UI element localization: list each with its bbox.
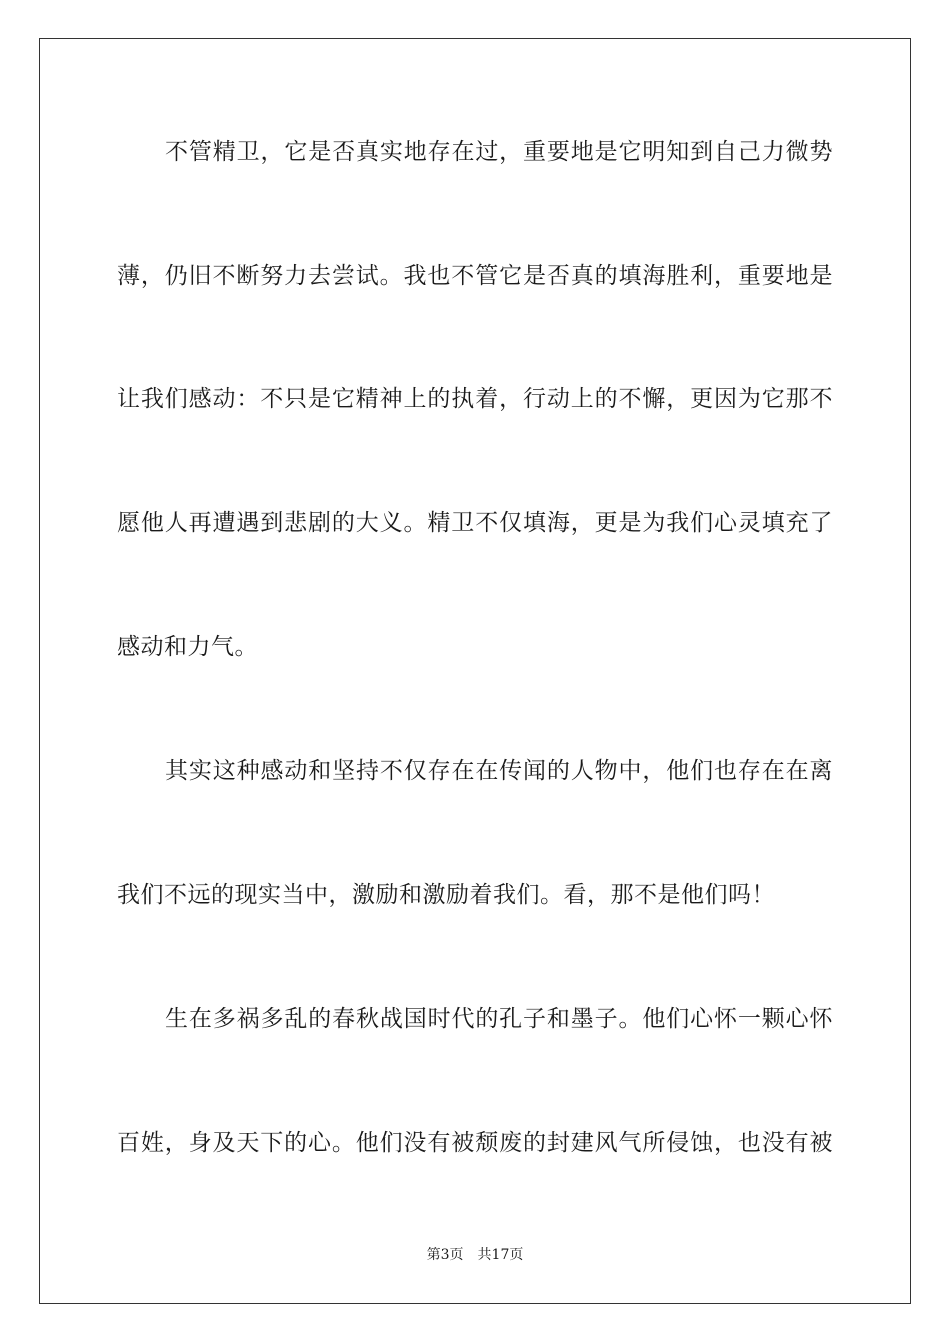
text-line: 愿他人再遭遇到悲剧的大义。精卫不仅填海，更是为我们心灵填充了 bbox=[117, 510, 833, 536]
text-line: 百姓，身及天下的心。他们没有被颓废的封建风气所侵蚀，也没有被 bbox=[117, 1130, 833, 1156]
text-line: 我们不远的现实当中，激励和激励着我们。看，那不是他们吗！ bbox=[117, 882, 775, 908]
text-line: 不管精卫，它是否真实地存在过，重要地是它明知到自己力微势 bbox=[165, 139, 833, 165]
page-total: 共17页 bbox=[477, 1247, 524, 1263]
text-line: 其实这种感动和坚持不仅存在在传闻的人物中，他们也存在在离 bbox=[165, 758, 833, 784]
page-number: 第3页 bbox=[426, 1247, 464, 1263]
text-line: 生在多祸多乱的春秋战国时代的孔子和墨子。他们心怀一颗心怀 bbox=[165, 1006, 833, 1032]
text-line: 薄，仍旧不断努力去尝试。我也不管它是否真的填海胜利，重要地是 bbox=[117, 263, 833, 289]
text-line: 感动和力气。 bbox=[117, 634, 258, 660]
page-frame bbox=[39, 38, 911, 1304]
page-footer bbox=[0, 1246, 950, 1264]
text-line: 让我们感动：不只是它精神上的执着，行动上的不懈，更因为它那不 bbox=[117, 386, 833, 412]
